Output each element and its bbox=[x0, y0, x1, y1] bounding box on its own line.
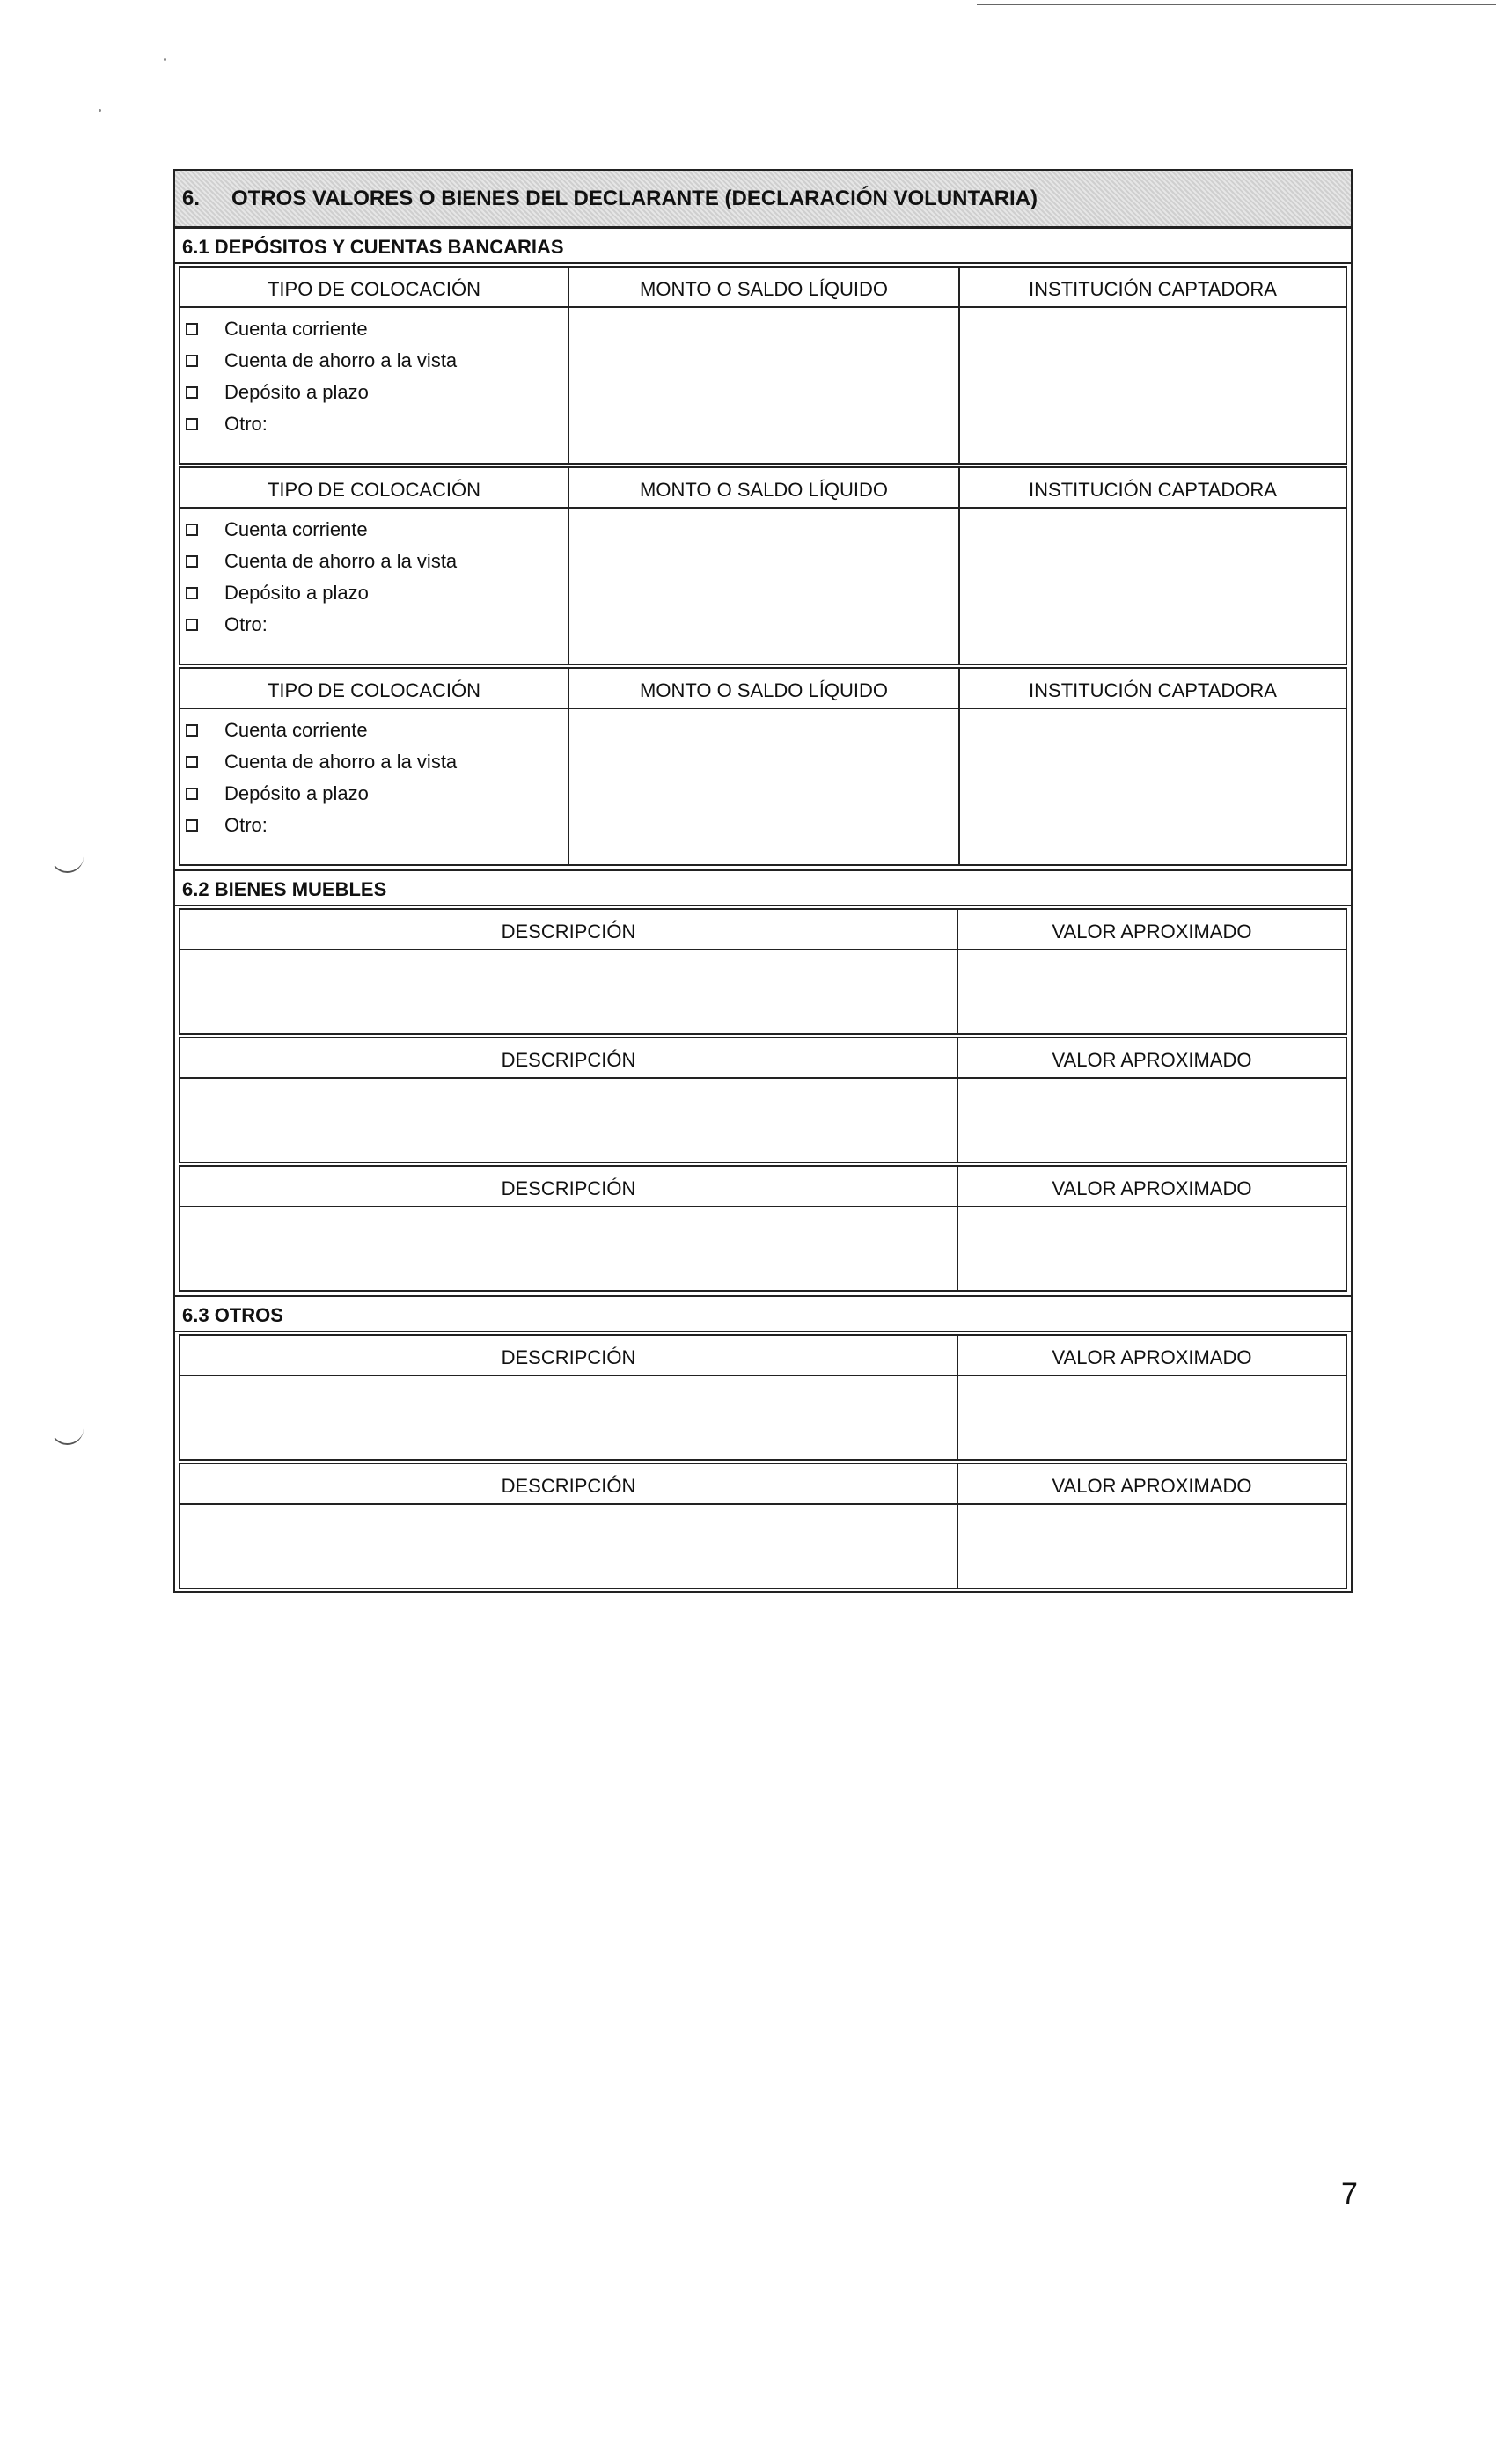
description-field[interactable] bbox=[180, 1376, 958, 1459]
deposit-table bbox=[179, 667, 1347, 866]
option-checking[interactable]: Cuenta corriente bbox=[180, 715, 568, 746]
voluntary-declaration-form bbox=[173, 169, 1353, 1593]
value-field[interactable] bbox=[958, 1505, 1346, 1588]
column-header-description: DESCRIPCIÓN bbox=[180, 1038, 958, 1079]
description-field[interactable] bbox=[180, 1207, 958, 1290]
deposit-table bbox=[179, 466, 1347, 665]
checkbox-icon[interactable] bbox=[186, 819, 198, 832]
column-header-value: VALOR APROXIMADO bbox=[958, 1336, 1346, 1376]
column-header-institution: INSTITUCIÓN CAPTADORA bbox=[960, 669, 1346, 709]
section-header bbox=[175, 171, 1351, 229]
description-field[interactable] bbox=[180, 1079, 958, 1162]
checkbox-icon[interactable] bbox=[186, 355, 198, 367]
movable-table bbox=[179, 1037, 1347, 1163]
checkbox-icon[interactable] bbox=[186, 555, 198, 568]
value-field[interactable] bbox=[958, 950, 1346, 1033]
column-header-description: DESCRIPCIÓN bbox=[180, 910, 958, 950]
column-header-amount: MONTO O SALDO LÍQUIDO bbox=[569, 468, 960, 509]
column-header-value: VALOR APROXIMADO bbox=[958, 910, 1346, 950]
checkbox-icon[interactable] bbox=[186, 724, 198, 737]
movable-table bbox=[179, 1165, 1347, 1292]
checkbox-icon[interactable] bbox=[186, 756, 198, 768]
column-header-institution: INSTITUCIÓN CAPTADORA bbox=[960, 268, 1346, 308]
option-checking[interactable]: Cuenta corriente bbox=[180, 514, 568, 546]
option-savings[interactable]: Cuenta de ahorro a la vista bbox=[180, 345, 568, 377]
option-other[interactable]: Otro: bbox=[180, 408, 568, 440]
checkbox-icon[interactable] bbox=[186, 418, 198, 430]
column-header-amount: MONTO O SALDO LÍQUIDO bbox=[569, 268, 960, 308]
option-other[interactable]: Otro: bbox=[180, 810, 568, 841]
institution-field[interactable] bbox=[960, 308, 1346, 463]
scan-speck bbox=[99, 109, 101, 112]
others-title: 6.3 OTROS bbox=[175, 1295, 1351, 1332]
checkbox-icon[interactable] bbox=[186, 619, 198, 631]
column-header-description: DESCRIPCIÓN bbox=[180, 1167, 958, 1207]
other-table bbox=[179, 1463, 1347, 1589]
description-field[interactable] bbox=[180, 950, 958, 1033]
value-field[interactable] bbox=[958, 1376, 1346, 1459]
column-header-description: DESCRIPCIÓN bbox=[180, 1464, 958, 1505]
option-other[interactable]: Otro: bbox=[180, 609, 568, 641]
institution-field[interactable] bbox=[960, 509, 1346, 664]
placement-type-options bbox=[180, 509, 569, 664]
scan-speck bbox=[164, 58, 166, 61]
amount-field[interactable] bbox=[569, 709, 960, 864]
section-number: 6. bbox=[182, 186, 201, 210]
column-header-amount: MONTO O SALDO LÍQUIDO bbox=[569, 669, 960, 709]
scan-top-rule bbox=[977, 4, 1496, 5]
checkbox-icon[interactable] bbox=[186, 386, 198, 399]
option-savings[interactable]: Cuenta de ahorro a la vista bbox=[180, 746, 568, 778]
placement-type-options bbox=[180, 308, 569, 463]
binder-hole-mark bbox=[51, 1422, 84, 1445]
column-header-value: VALOR APROXIMADO bbox=[958, 1464, 1346, 1505]
column-header-value: VALOR APROXIMADO bbox=[958, 1038, 1346, 1079]
amount-field[interactable] bbox=[569, 308, 960, 463]
movable-table bbox=[179, 908, 1347, 1035]
other-table bbox=[179, 1334, 1347, 1461]
value-field[interactable] bbox=[958, 1207, 1346, 1290]
column-header-type: TIPO DE COLOCACIÓN bbox=[180, 468, 569, 509]
option-checking[interactable]: Cuenta corriente bbox=[180, 313, 568, 345]
deposits-title: 6.1 DEPÓSITOS Y CUENTAS BANCARIAS bbox=[175, 229, 1351, 264]
checkbox-icon[interactable] bbox=[186, 323, 198, 335]
checkbox-icon[interactable] bbox=[186, 587, 198, 599]
column-header-description: DESCRIPCIÓN bbox=[180, 1336, 958, 1376]
checkbox-icon[interactable] bbox=[186, 524, 198, 536]
section-title: OTROS VALORES O BIENES DEL DECLARANTE (DECLARACIÓN VOLUNTARIA) bbox=[231, 186, 1038, 210]
column-header-type: TIPO DE COLOCACIÓN bbox=[180, 669, 569, 709]
placement-type-options bbox=[180, 709, 569, 864]
description-field[interactable] bbox=[180, 1505, 958, 1588]
binder-hole-mark bbox=[51, 850, 84, 873]
option-term-deposit[interactable]: Depósito a plazo bbox=[180, 577, 568, 609]
institution-field[interactable] bbox=[960, 709, 1346, 864]
value-field[interactable] bbox=[958, 1079, 1346, 1162]
option-term-deposit[interactable]: Depósito a plazo bbox=[180, 778, 568, 810]
movables-title: 6.2 BIENES MUEBLES bbox=[175, 869, 1351, 906]
checkbox-icon[interactable] bbox=[186, 788, 198, 800]
column-header-type: TIPO DE COLOCACIÓN bbox=[180, 268, 569, 308]
column-header-value: VALOR APROXIMADO bbox=[958, 1167, 1346, 1207]
deposit-table bbox=[179, 266, 1347, 465]
amount-field[interactable] bbox=[569, 509, 960, 664]
option-term-deposit[interactable]: Depósito a plazo bbox=[180, 377, 568, 408]
page-number: 7 bbox=[1341, 2177, 1358, 2211]
option-savings[interactable]: Cuenta de ahorro a la vista bbox=[180, 546, 568, 577]
column-header-institution: INSTITUCIÓN CAPTADORA bbox=[960, 468, 1346, 509]
